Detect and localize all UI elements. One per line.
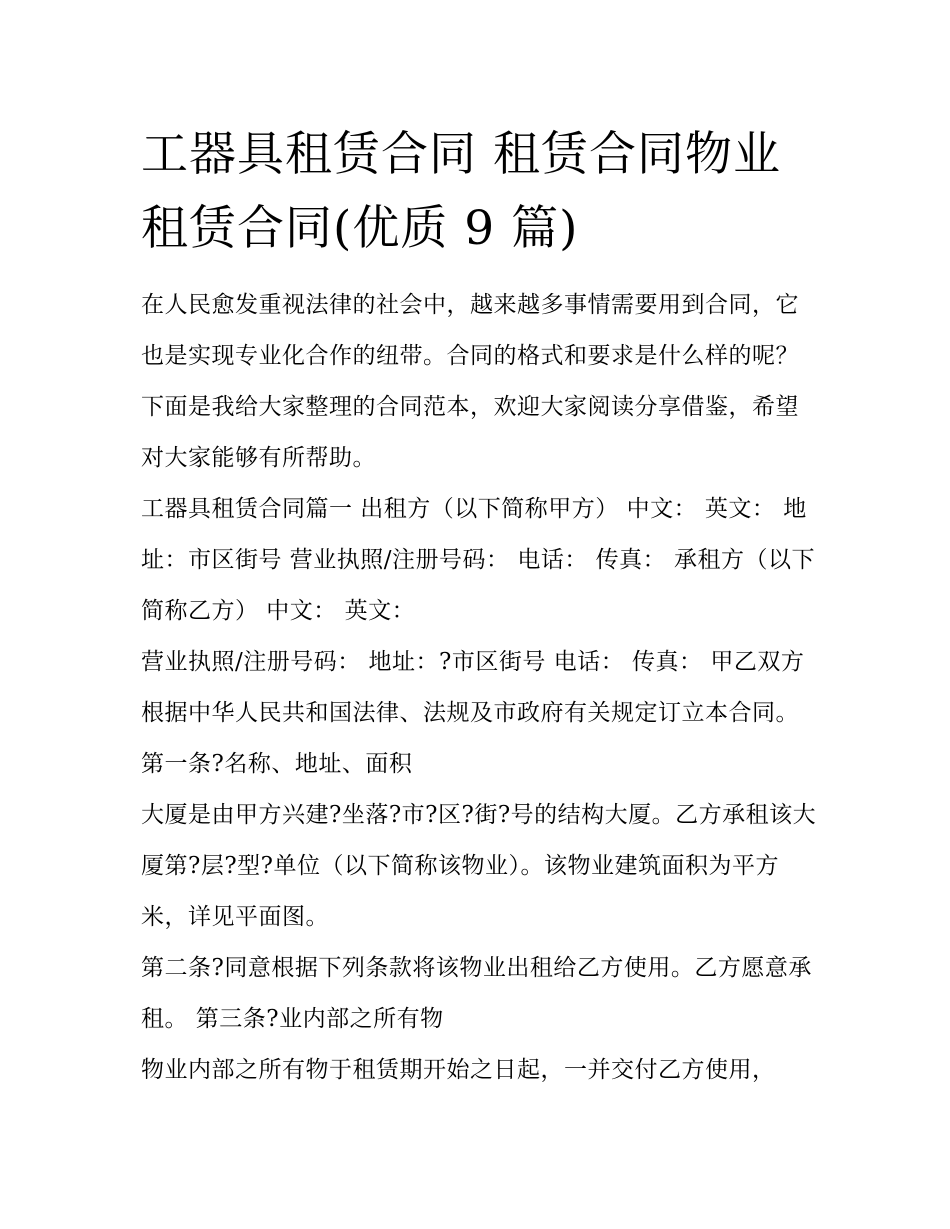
document-body <box>141 118 821 1096</box>
paragraph-article-2-3: 第二条?同意根据下列条款将该物业出租给乙方使用。乙方愿意承租。 第三条?业内部之所有物 <box>141 955 812 1032</box>
paragraph-parties: 工器具租赁合同篇一 出租方（以下简称甲方） 中文： 英文： 地址：市区街号 营业执照/注册号码： 电话： 传真： 承租方（以下简称乙方） 中文： 英文： <box>141 496 815 624</box>
paragraph-intro: 在人民愈发重视法律的社会中，越来越多事情需要用到合同，它也是实现专业化合作的纽带。合同的格式和要求是什么样的呢？下面是我给大家整理的合同范本，欢迎大家阅读分享借鉴，希望对大家能够有所帮助。 <box>141 292 799 471</box>
paragraph-contents: 物业内部之所有物于租赁期开始之日起，一并交付乙方使用， <box>141 1057 776 1083</box>
paragraph-article-1: 营业执照/注册号码： 地址：?市区街号 电话： 传真： 甲乙双方根据中华人民共和国法律、法规及市政府有关规定订立本合同。 第一条?名称、地址、面积 <box>141 649 805 777</box>
document-title: 工器具租赁合同 租赁合同物业 租赁合同(优质 9 篇) <box>141 127 781 256</box>
paragraph-building: 大厦是由甲方兴建?坐落?市?区?街?号的结构大厦。乙方承租该大厦第?层?型?单位（以下简称该物业）。该物业建筑面积为平方米，详见平面图。 <box>141 802 817 930</box>
